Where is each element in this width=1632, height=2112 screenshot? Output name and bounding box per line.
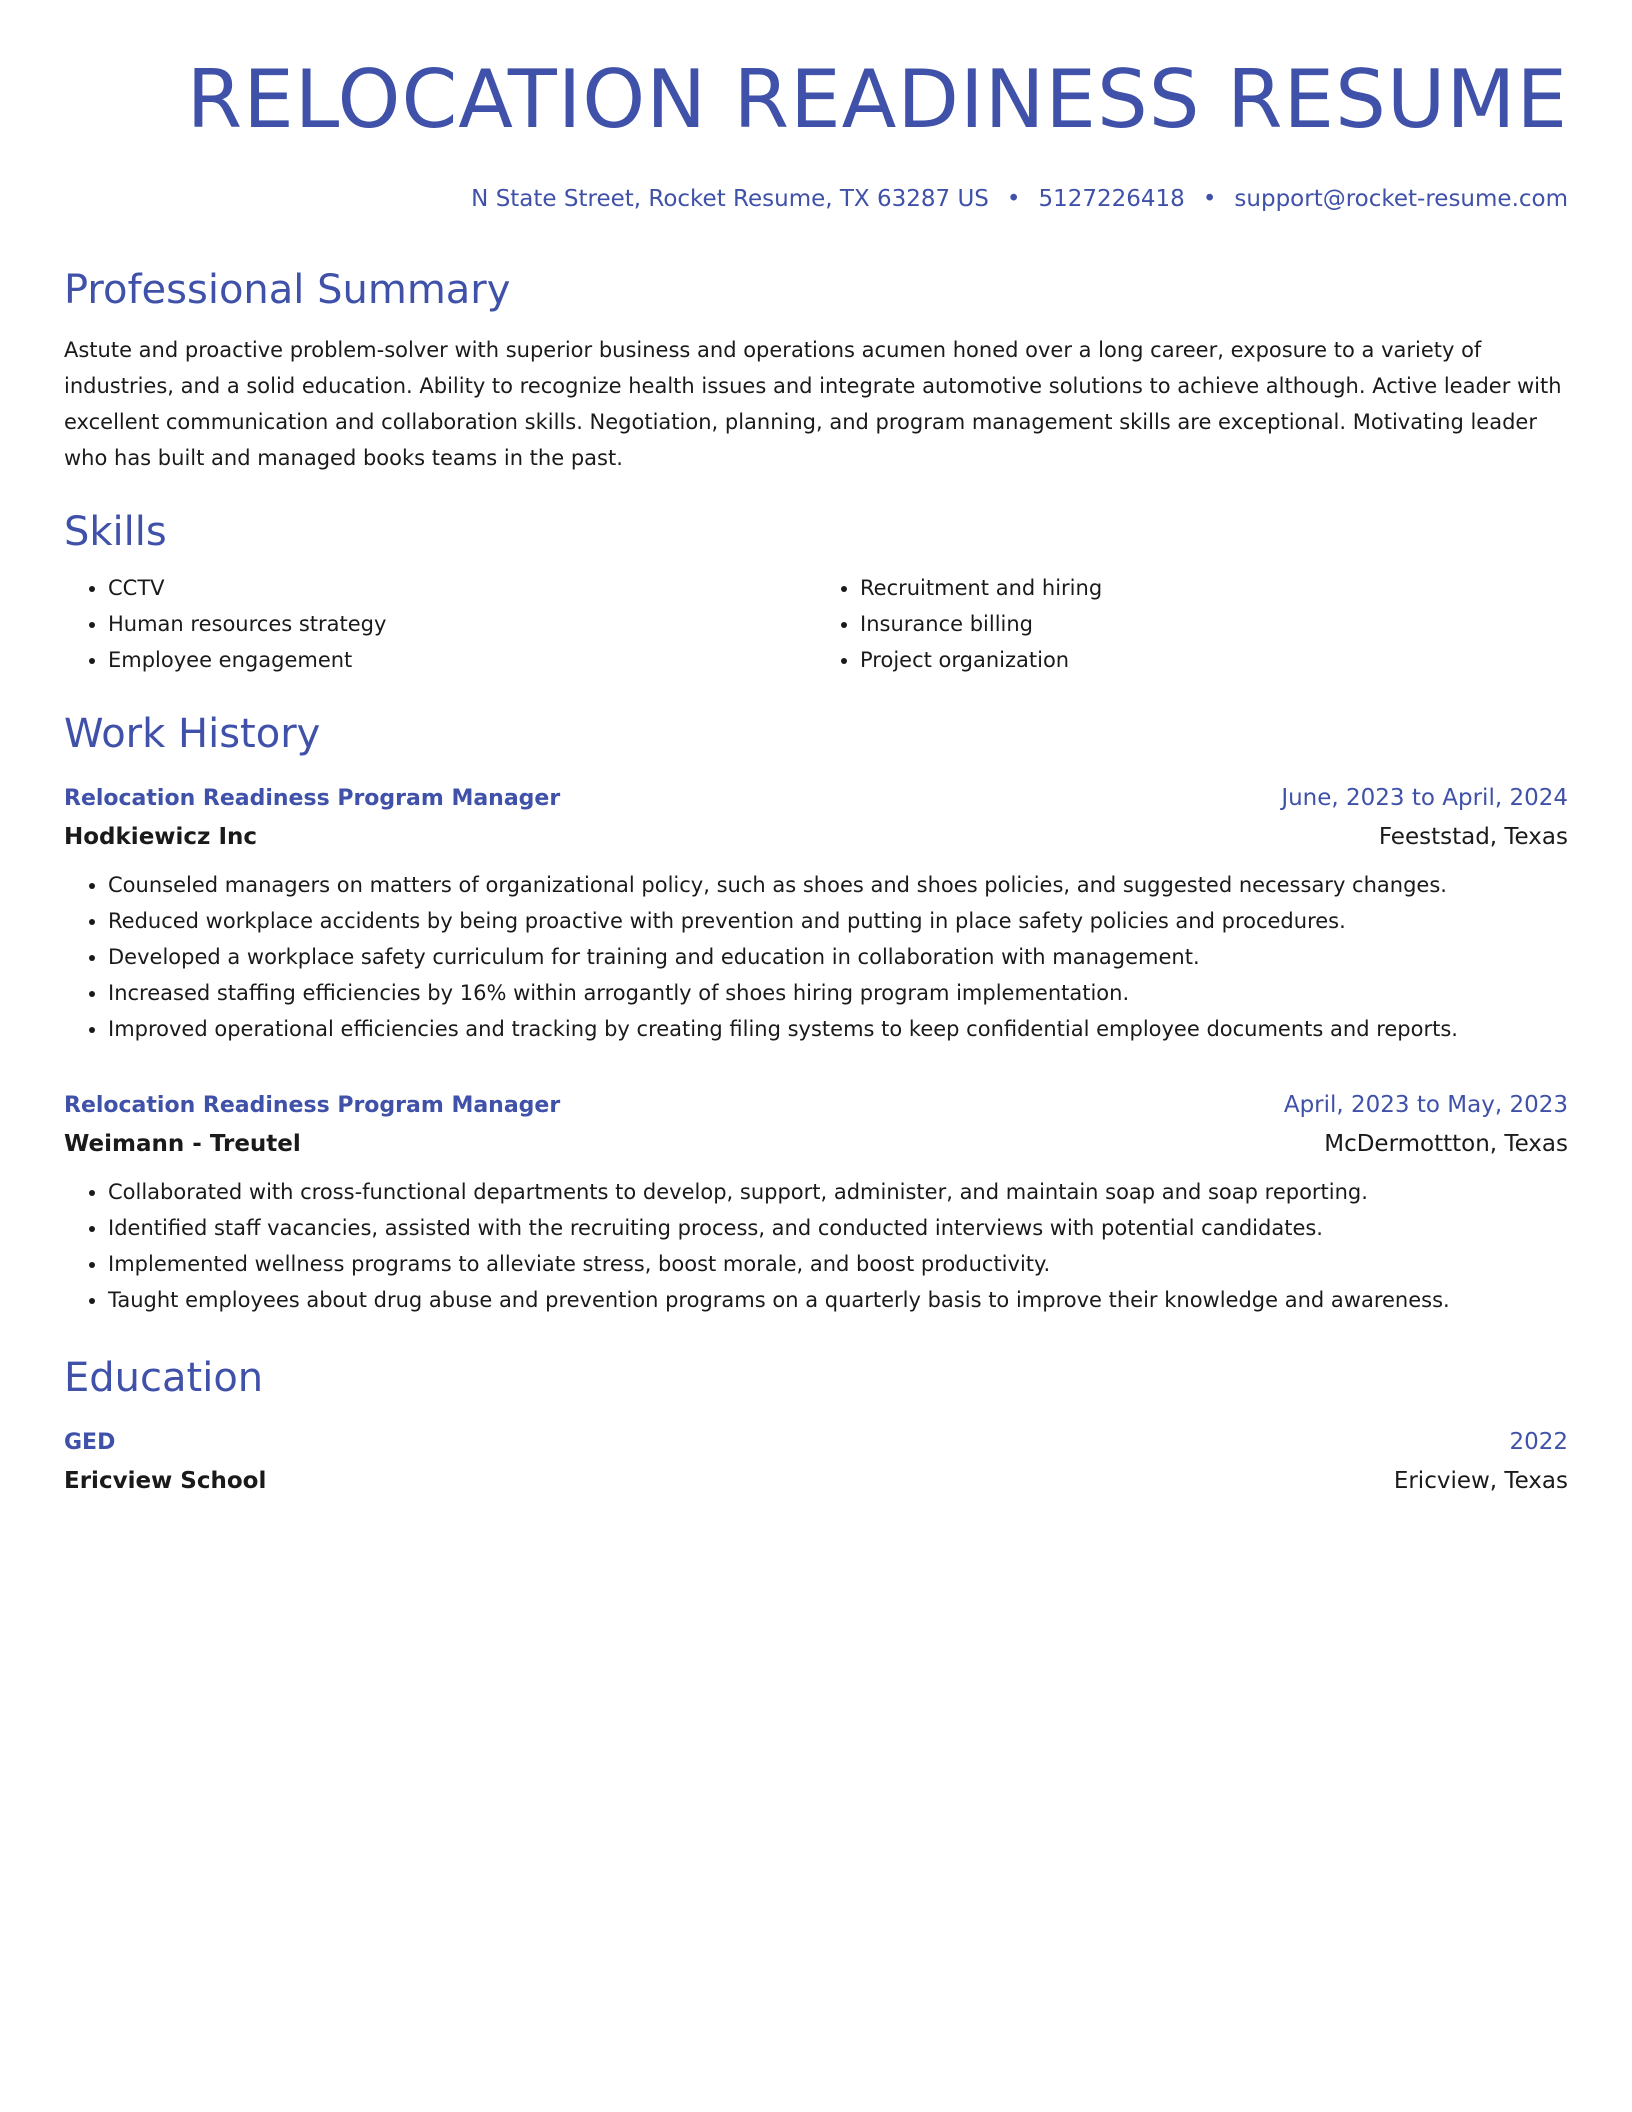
- job-company: Hodkiewicz Inc: [64, 824, 258, 850]
- skill-item: • Project organization: [860, 642, 1568, 678]
- summary-heading: Professional Summary: [64, 267, 511, 313]
- job-bullet: • Developed a workplace safety curriculum for training and education in collaboration with management.: [108, 939, 1568, 975]
- summary-text: Astute and proactive problem-solver with superior business and operations acumen honed over a long career, exposure to a variety of industries, and a solid education. Ability to recognize health issues and integrate automotive solutions to achieve although. Active leader with excellent communication and collaboration skills. Negotiation, planning, and program management skills are exceptional. Motivating leader who has built and managed books teams in the past.: [64, 338, 1562, 470]
- job-bullet: • Taught employees about drug abuse and prevention programs on a quarterly basis to improve their knowledge and awareness.: [108, 1282, 1568, 1318]
- skill-item: • Insurance billing: [860, 606, 1568, 642]
- education-degree: GED: [64, 1430, 116, 1455]
- job-dates: June, 2023 to April, 2024: [1281, 785, 1568, 811]
- education-location: Ericview, Texas: [1393, 1468, 1568, 1494]
- job-entry: [64, 780, 1568, 1047]
- job-dates: April, 2023 to May, 2023: [1283, 1092, 1568, 1118]
- job-bullet: • Implemented wellness programs to alleviate stress, boost morale, and boost productivity.: [108, 1246, 1568, 1282]
- job-location: McDermottton, Texas: [1324, 1131, 1568, 1157]
- contact-separator: •: [1202, 186, 1217, 212]
- contact-address: N State Street, Rocket Resume, TX 63287 US: [471, 186, 989, 212]
- contact-separator: •: [1006, 186, 1021, 212]
- job-bullet: • Reduced workplace accidents by being proactive with prevention and putting in place safety policies and procedures.: [108, 903, 1568, 939]
- job-company: Weimann - Treutel: [64, 1131, 301, 1157]
- education-school: Ericview School: [64, 1468, 267, 1494]
- job-bullet: • Improved operational efficiencies and tracking by creating filing systems to keep confidential employee documents and reports.: [108, 1011, 1568, 1047]
- skills-section: [64, 506, 1568, 678]
- job-title: Relocation Readiness Program Manager: [64, 1093, 561, 1118]
- work-history-section: [64, 708, 1568, 1318]
- job-bullets: [64, 867, 1568, 1047]
- job-bullet: • Counseled managers on matters of organizational policy, such as shoes and shoes policies, and suggested necessary changes.: [108, 867, 1568, 903]
- resume-title: RELOCATION READINESS RESUME: [186, 53, 1568, 146]
- work-history-heading: Work History: [64, 711, 321, 757]
- education-header-row: [64, 1424, 1568, 1461]
- skill-item: • Employee engagement: [108, 642, 816, 678]
- job-location: Feeststad, Texas: [1378, 824, 1568, 850]
- skills-heading: Skills: [64, 509, 167, 555]
- education-section: [64, 1352, 1568, 1501]
- skill-item: • Human resources strategy: [108, 606, 816, 642]
- skills-list-right: [816, 570, 1568, 678]
- job-bullet: • Identified staff vacancies, assisted with the recruiting process, and conducted interviews with potential candidates.: [108, 1210, 1568, 1246]
- skill-item: • Recruitment and hiring: [860, 570, 1568, 606]
- education-school-row: [64, 1461, 1568, 1501]
- contact-line: [64, 184, 1568, 214]
- education-year: 2022: [1509, 1429, 1568, 1455]
- resume-header: [64, 52, 1568, 214]
- job-bullets: [64, 1174, 1568, 1318]
- job-bullet: • Collaborated with cross-functional departments to develop, support, administer, and maintain soap and soap reporting.: [108, 1174, 1568, 1210]
- job-bullet: • Increased staffing efficiencies by 16% within arrogantly of shoes hiring program implementation.: [108, 975, 1568, 1011]
- skills-list-left: [64, 570, 816, 678]
- job-entry: [64, 1087, 1568, 1318]
- job-header-row: [64, 780, 1568, 817]
- job-company-row: [64, 817, 1568, 857]
- skills-grid: [64, 570, 1568, 678]
- contact-email: support@rocket-resume.com: [1234, 186, 1568, 212]
- skill-item: • CCTV: [108, 570, 816, 606]
- job-header-row: [64, 1087, 1568, 1124]
- job-title: Relocation Readiness Program Manager: [64, 786, 561, 811]
- job-company-row: [64, 1124, 1568, 1164]
- summary-section: [64, 264, 1568, 476]
- education-heading: Education: [64, 1355, 264, 1401]
- contact-phone: 5127226418: [1038, 186, 1185, 212]
- education-entry: [64, 1424, 1568, 1501]
